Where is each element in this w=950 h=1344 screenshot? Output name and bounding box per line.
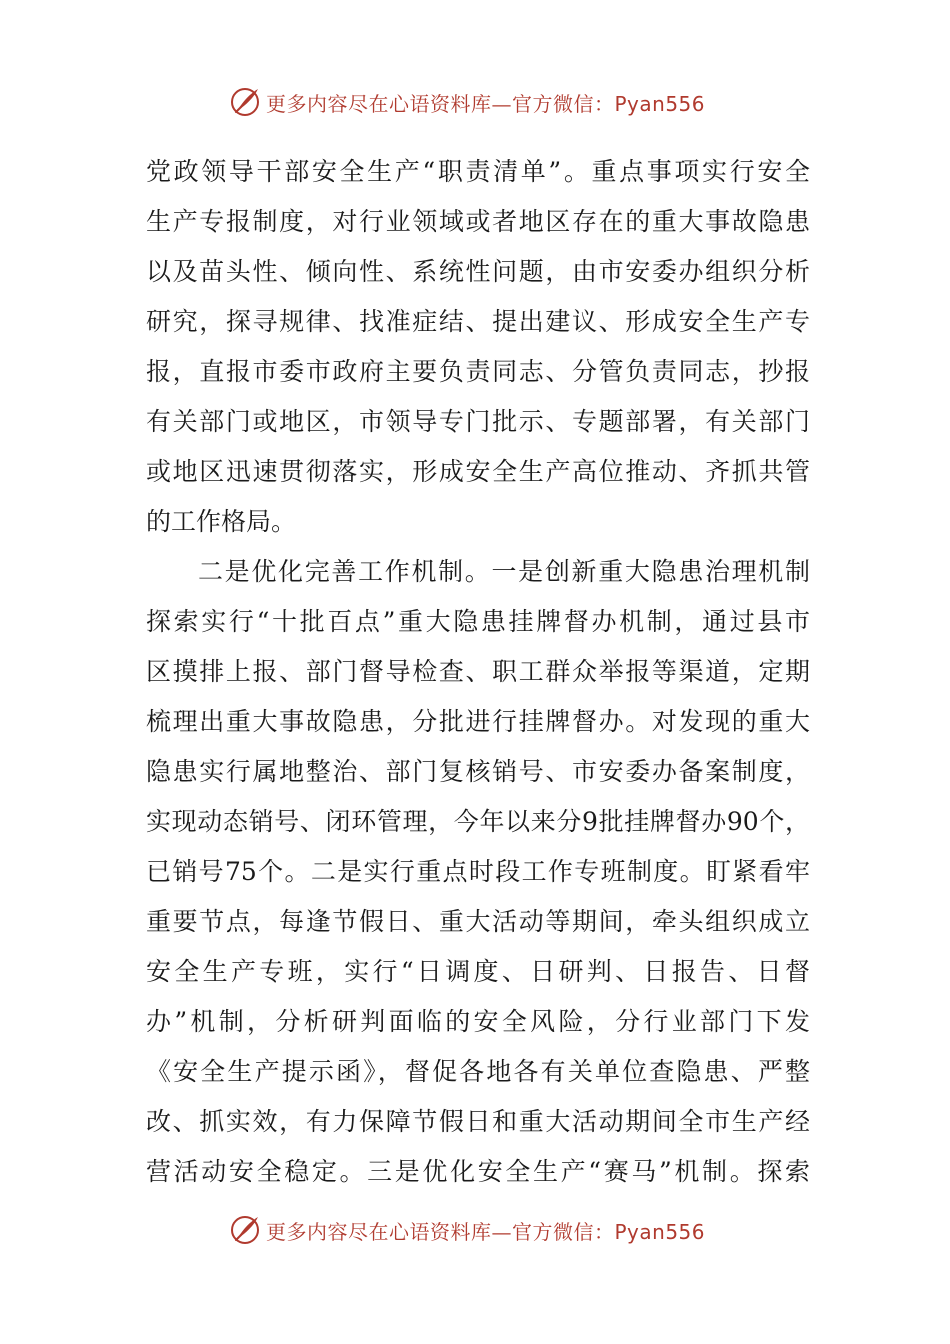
body-line: 实现动态销号、闭环管理，今年以来分9批挂牌督办90个， [146, 807, 810, 836]
body-line: 报，直报市委市政府主要负责同志、分管负责同志，抄报 [146, 357, 810, 386]
body-line: 生产专报制度，对行业领域或者地区存在的重大事故隐患 [146, 207, 810, 236]
body-line: 有关部门或地区，市领导专门批示、专题部署，有关部门 [146, 407, 810, 436]
header-watermark-banner [228, 82, 748, 122]
body-line: 研究，探寻规律、找准症结、提出建议、形成安全生产专 [146, 307, 810, 336]
body-line: 梳理出重大事故隐患，分批进行挂牌督办。对发现的重大 [146, 707, 810, 736]
body-line: 的工作格局。 [146, 507, 297, 536]
footer-banner-title: 更多内容尽在心语资料库 [266, 1219, 492, 1244]
body-line: 区摸排上报、部门督导检查、职工群众举报等渠道，定期 [146, 657, 810, 686]
quill-pen-logo-icon [228, 1213, 262, 1247]
header-banner-title: 更多内容尽在心语资料库 [266, 91, 492, 116]
body-line: 改、抓实效，有力保障节假日和重大活动期间全市生产经 [146, 1107, 810, 1136]
footer-banner-text [266, 1216, 705, 1245]
footer-banner-wechat-label: 官方微信： [512, 1219, 615, 1244]
body-line: 已销号75个。二是实行重点时段工作专班制度。盯紧看牢 [146, 857, 810, 886]
body-text [146, 147, 810, 1197]
header-banner-wechat-id: Pyan556 [614, 91, 706, 116]
footer-watermark-banner [228, 1210, 748, 1250]
header-banner-separator: — [491, 91, 512, 116]
body-line: 办”机制，分析研判面临的安全风险，分行业部门下发 [146, 1007, 810, 1036]
footer-banner-separator: — [491, 1219, 512, 1244]
header-banner-wechat-label: 官方微信： [512, 91, 615, 116]
body-line: 二是优化完善工作机制。一是创新重大隐患治理机制 [198, 557, 810, 586]
body-line: 《安全生产提示函》，督促各地各有关单位查隐患、严整 [146, 1057, 810, 1086]
body-line: 以及苗头性、倾向性、系统性问题，由市安委办组织分析 [146, 257, 810, 286]
body-line: 隐患实行属地整治、部门复核销号、市安委办备案制度， [146, 757, 810, 786]
body-line: 或地区迅速贯彻落实，形成安全生产高位推动、齐抓共管 [146, 457, 810, 486]
body-line: 安全生产专班，实行“日调度、日研判、日报告、日督 [146, 957, 810, 986]
body-line: 营活动安全稳定。三是优化安全生产“赛马”机制。探索 [146, 1157, 810, 1186]
body-line: 重要节点，每逢节假日、重大活动等期间，牵头组织成立 [146, 907, 810, 936]
quill-pen-logo-icon [228, 85, 262, 119]
body-line: 探索实行“十批百点”重大隐患挂牌督办机制，通过县市 [146, 607, 810, 636]
header-banner-text [266, 88, 705, 117]
footer-banner-wechat-id: Pyan556 [614, 1219, 706, 1244]
body-line: 党政领导干部安全生产“职责清单”。重点事项实行安全 [146, 157, 810, 186]
